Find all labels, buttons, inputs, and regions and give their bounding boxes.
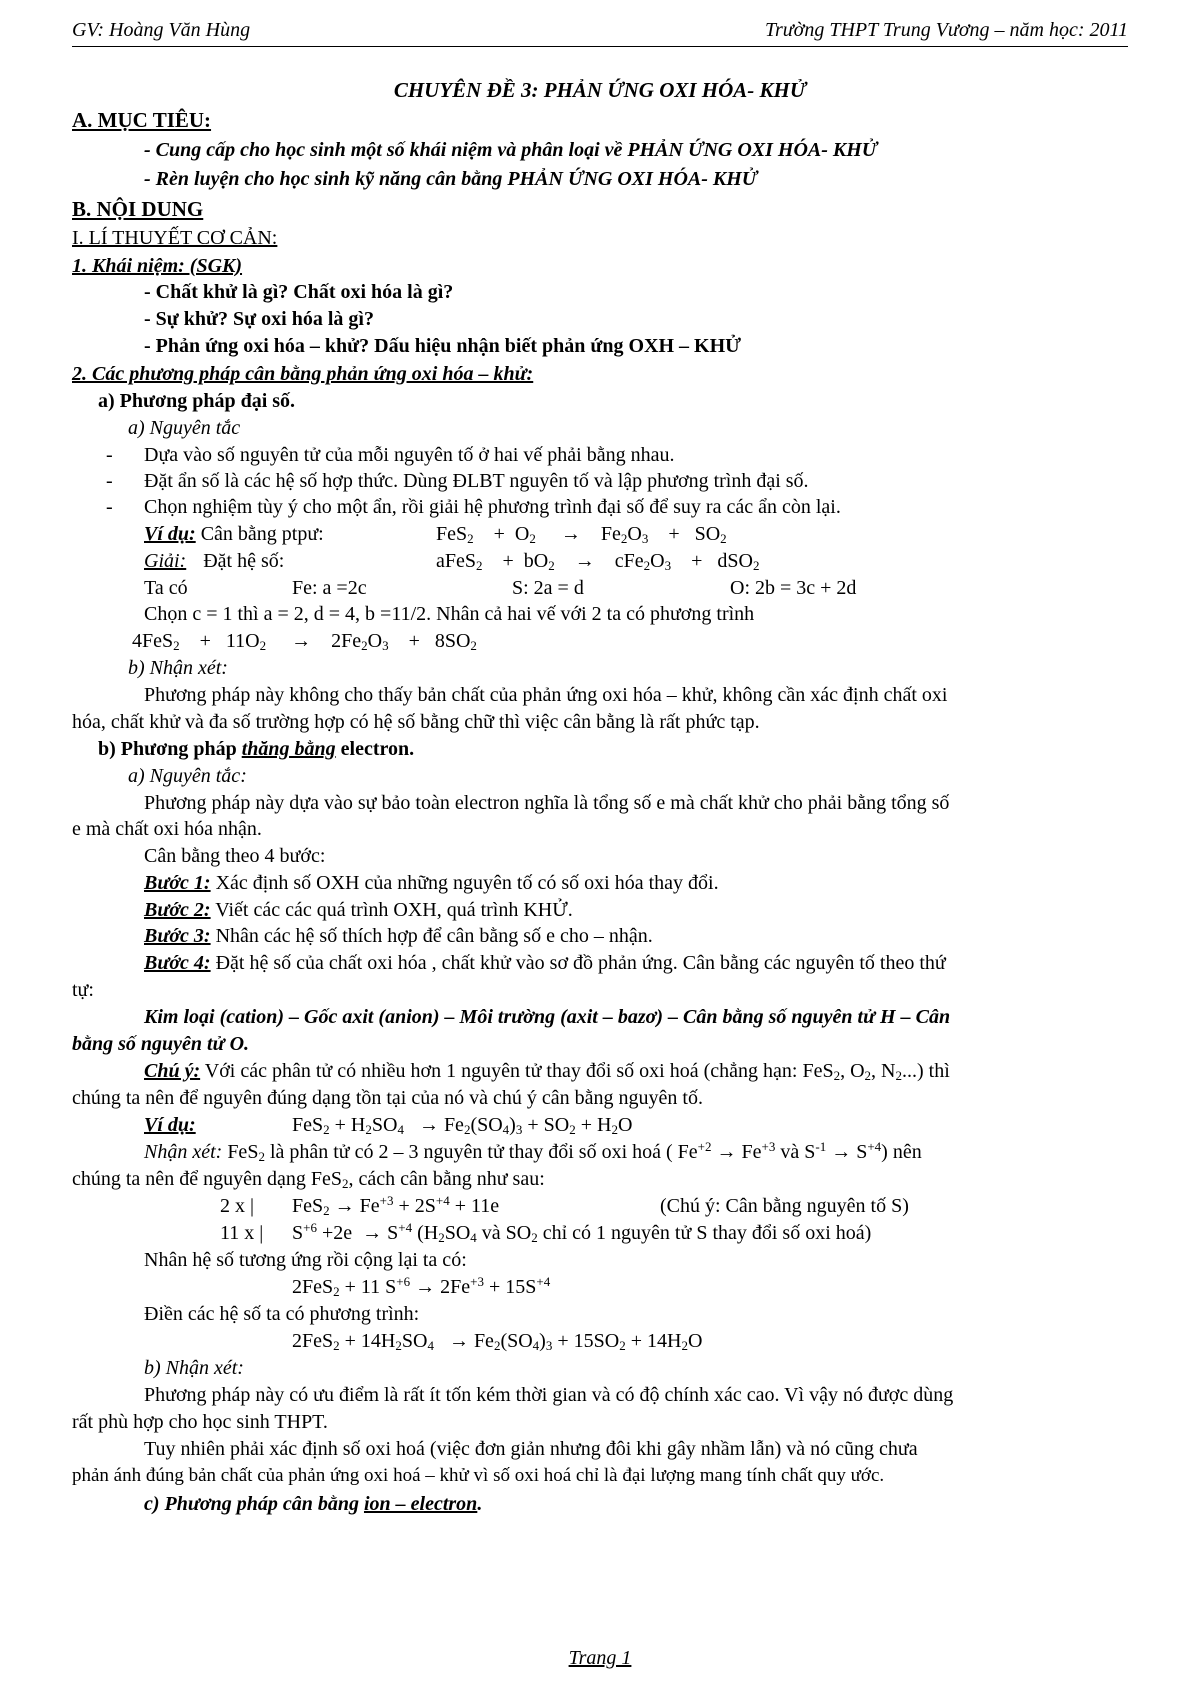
equation-coefficients: aFeS$_2$ + $bO_2$ → $cFe_2O_3$ + dSO$_2$: [436, 550, 760, 573]
concept-item: - Phản ứng oxi hóa – khử? Dấu hiệu nhận biết phản ứng OXH – KHỬ: [144, 335, 742, 357]
method-b-heading: b) Phương pháp thăng bằng electron.: [98, 738, 415, 760]
equation-fe: Fe: a =2c: [292, 577, 367, 599]
method-a-heading: a) Phương pháp đại số.: [98, 390, 296, 412]
method-b-remark: rất phù hợp cho học sinh THPT.: [72, 1411, 328, 1433]
method-a-remark: hóa, chất khử và đa số trường hợp có hệ số bằng chữ thì việc cân bằng là rất phức tạp.: [72, 711, 760, 733]
step-1: Bước 1: Xác định số OXH của những nguyên tố có số oxi hóa thay đổi.: [144, 872, 719, 894]
concept-heading: 1. Khái niệm: (SGK): [72, 255, 243, 277]
note-line: Chú ý: Với các phân tử có nhiều hơn 1 nguyên tử thay đổi số oxi hoá (chẳng hạn: FeS$_2$, $O_2$, $N_2$...) thì: [144, 1060, 950, 1083]
solution-text: Đặt hệ số:: [203, 550, 285, 572]
sum-intro: Nhân hệ số tương ứng rồi cộng lại ta có:: [144, 1249, 467, 1271]
equation-unbalanced: FeS$_2$ + $O_2$ → $Fe_2O_3$ + $SO_2$: [436, 523, 727, 546]
page-title: CHUYÊN ĐỀ 3: PHẢN ỨNG OXI HÓA- KHỬ: [393, 78, 807, 102]
example-line: [144, 522, 324, 546]
section-a-heading: A. MỤC TIÊU:: [72, 108, 212, 132]
step-3: Bước 3: Nhân các hệ số thích hợp để cân bằng số e cho – nhận.: [144, 925, 653, 947]
note-line: chúng ta nên để nguyên đúng dạng tồn tại của nó và chú ý cân bằng nguyên tố.: [72, 1087, 703, 1109]
objective-item: - Cung cấp cho học sinh một số khái niệm và phân loại về PHẢN ỨNG OXI HÓA- KHỬ: [144, 139, 878, 161]
objective-item: - Rèn luyện cho học sinh kỹ năng cân bằng PHẢN ỨNG OXI HÓA- KHỬ: [144, 168, 758, 190]
half-reaction-oxidation: $FeS_2 \to Fe^{+3} + 2S^{+4} + 11e$: [292, 1193, 500, 1218]
step-4: Bước 4: Đặt hệ số của chất oxi hóa , chất khử vào sơ đồ phản ứng. Cân bằng các nguyên tố theo thứ: [144, 952, 946, 974]
method-b-heading-emphasis: thăng bằng: [241, 738, 336, 760]
step-4-continued: tự:: [72, 979, 94, 1001]
method-b-principle: e mà chất oxi hóa nhận.: [72, 818, 262, 840]
concept-item: - Sự khử? Sự oxi hóa là gì?: [144, 308, 374, 330]
half-reaction-reduction: $S^{+6} +2e \to S^{+4}$ ($H_2SO_4$ và $SO_2$ chỉ có 1 nguyên tử S thay đổi số oxi hoá): [292, 1220, 872, 1245]
final-equation: $2FeS_2 + 14H_2SO_4 \to Fe_2(SO_4)_3 + 15SO_2 + 14H_2O$: [292, 1330, 703, 1353]
rule-item: Chọn nghiệm tùy ý cho một ẩn, rồi giải hệ phương trình đại số để suy ra các ẩn còn lại.: [144, 496, 841, 518]
choose-solution: Chọn c = 1 thì a = 2, d = 4, b =11/2. Nhân cả hai vế với 2 ta có phương trình: [144, 603, 755, 625]
half-reaction-coef: 2 x |: [220, 1195, 255, 1217]
sum-equation: 2FeS$_2$ + 11 $S^{+6} \to 2Fe^{+3} + 15S^{+4}$: [292, 1274, 551, 1299]
concept-item: - Chất khử là gì? Chất oxi hóa là gì?: [144, 281, 454, 303]
example-label: Ví dụ:: [144, 523, 196, 545]
solution-line: [144, 549, 284, 573]
steps-intro: Cân bằng theo 4 bước:: [144, 845, 326, 867]
theory-heading: I. LÍ THUYẾT CƠ CẢN:: [72, 227, 278, 249]
rule-bullet: -: [106, 470, 113, 492]
taco-label: Ta có: [144, 577, 188, 599]
method-b-remark: Phương pháp này có ưu điểm là rất ít tốn kém thời gian và có độ chính xác cao. Vì vậy nó được dùng: [144, 1384, 954, 1406]
rule-bullet: -: [106, 496, 113, 518]
example-text: Cân bằng ptpư:: [200, 523, 324, 545]
header-author: GV: Hoàng Văn Hùng: [72, 19, 251, 41]
equation-o: O: 2b = 3c + 2d: [730, 577, 857, 599]
half-reaction-note: (Chú ý: Cân bằng nguyên tố S): [660, 1195, 909, 1217]
method-a-principle-label: a) Nguyên tắc: [128, 417, 241, 439]
equation-s: S: 2a = d: [512, 577, 584, 599]
example-label: Ví dụ:: [144, 1114, 196, 1136]
method-a-remark-label: b) Nhận xét:: [128, 657, 228, 679]
remark-inline: Nhận xét: FeS$_2$ là phân tử có 2 – 3 nguyên tử thay đổi số oxi hoá ( $Fe^{+2} \to Fe^{+3}$ và $S^{-1} \to S^{+4}$) nên: [144, 1139, 922, 1164]
example-equation: $FeS_2 + H_2SO_4 \to Fe_2(SO_4)_3 + SO_2 + H_2O$: [292, 1114, 633, 1137]
method-b-principle: Phương pháp này dựa vào sự bảo toàn electron nghĩa là tổng số e mà chất khử cho phải bằng tổng số: [144, 792, 950, 814]
method-c-heading-emphasis: ion – electron: [363, 1493, 478, 1515]
rule-item: Đặt ẩn số là các hệ số hợp thức. Dùng ĐLBT nguyên tố và lập phương trình đại số.: [144, 470, 809, 492]
method-b-remark-label: b) Nhận xét:: [144, 1357, 244, 1379]
page-number: Trang 1: [568, 1647, 632, 1669]
methods-heading: 2. Các phương pháp cân bằng phản ứng oxi hóa – khử:: [72, 363, 534, 385]
rule-bullet: -: [106, 444, 113, 466]
method-c-heading: c) Phương pháp cân bằng ion – electron.: [144, 1493, 483, 1515]
note-label: Chú ý:: [144, 1060, 201, 1082]
equation-balanced: 4FeS$_2$ + $11O_2$ → $2Fe_2O_3$ + $8SO_2$: [132, 630, 477, 653]
fill-intro: Điền các hệ số ta có phương trình:: [144, 1303, 420, 1325]
method-b-remark: Tuy nhiên phải xác định số oxi hoá (việc đơn giản nhưng đôi khi gây nhầm lẫn) và nó cũng chưa: [144, 1438, 918, 1460]
balance-order: Kim loại (cation) – Gốc axit (anion) – Môi trường (axit – bazơ) – Cân bằng số nguyên tử H – Cân: [144, 1006, 951, 1028]
balance-order: bằng số nguyên tử O.: [72, 1033, 250, 1055]
header-rule: [72, 46, 1128, 47]
method-a-remark: Phương pháp này không cho thấy bản chất của phản ứng oxi hóa – khử, không cần xác định chất oxi: [144, 684, 948, 706]
header-school: Trường THPT Trung Vương – năm học: 2011: [764, 19, 1128, 41]
method-b-principle-label: a) Nguyên tắc:: [128, 765, 247, 787]
rule-item: Dựa vào số nguyên tử của mỗi nguyên tố ở hai vế phải bằng nhau.: [144, 444, 675, 466]
remark-inline: chúng ta nên để nguyên dạng FeS$_2$, cách cân bằng như sau:: [72, 1168, 545, 1191]
step-2: Bước 2: Viết các các quá trình OXH, quá trình KHỬ.: [144, 899, 573, 921]
solution-label: Giải:: [144, 550, 187, 572]
section-b-heading: B. NỘI DUNG: [72, 197, 204, 221]
half-reaction-coef: 11 x |: [220, 1222, 264, 1244]
method-b-remark: phản ánh đúng bản chất của phản ứng oxi hoá – khử vì số oxi hoá chỉ là đại lượng mang tính chất quy ước.: [72, 1465, 885, 1486]
